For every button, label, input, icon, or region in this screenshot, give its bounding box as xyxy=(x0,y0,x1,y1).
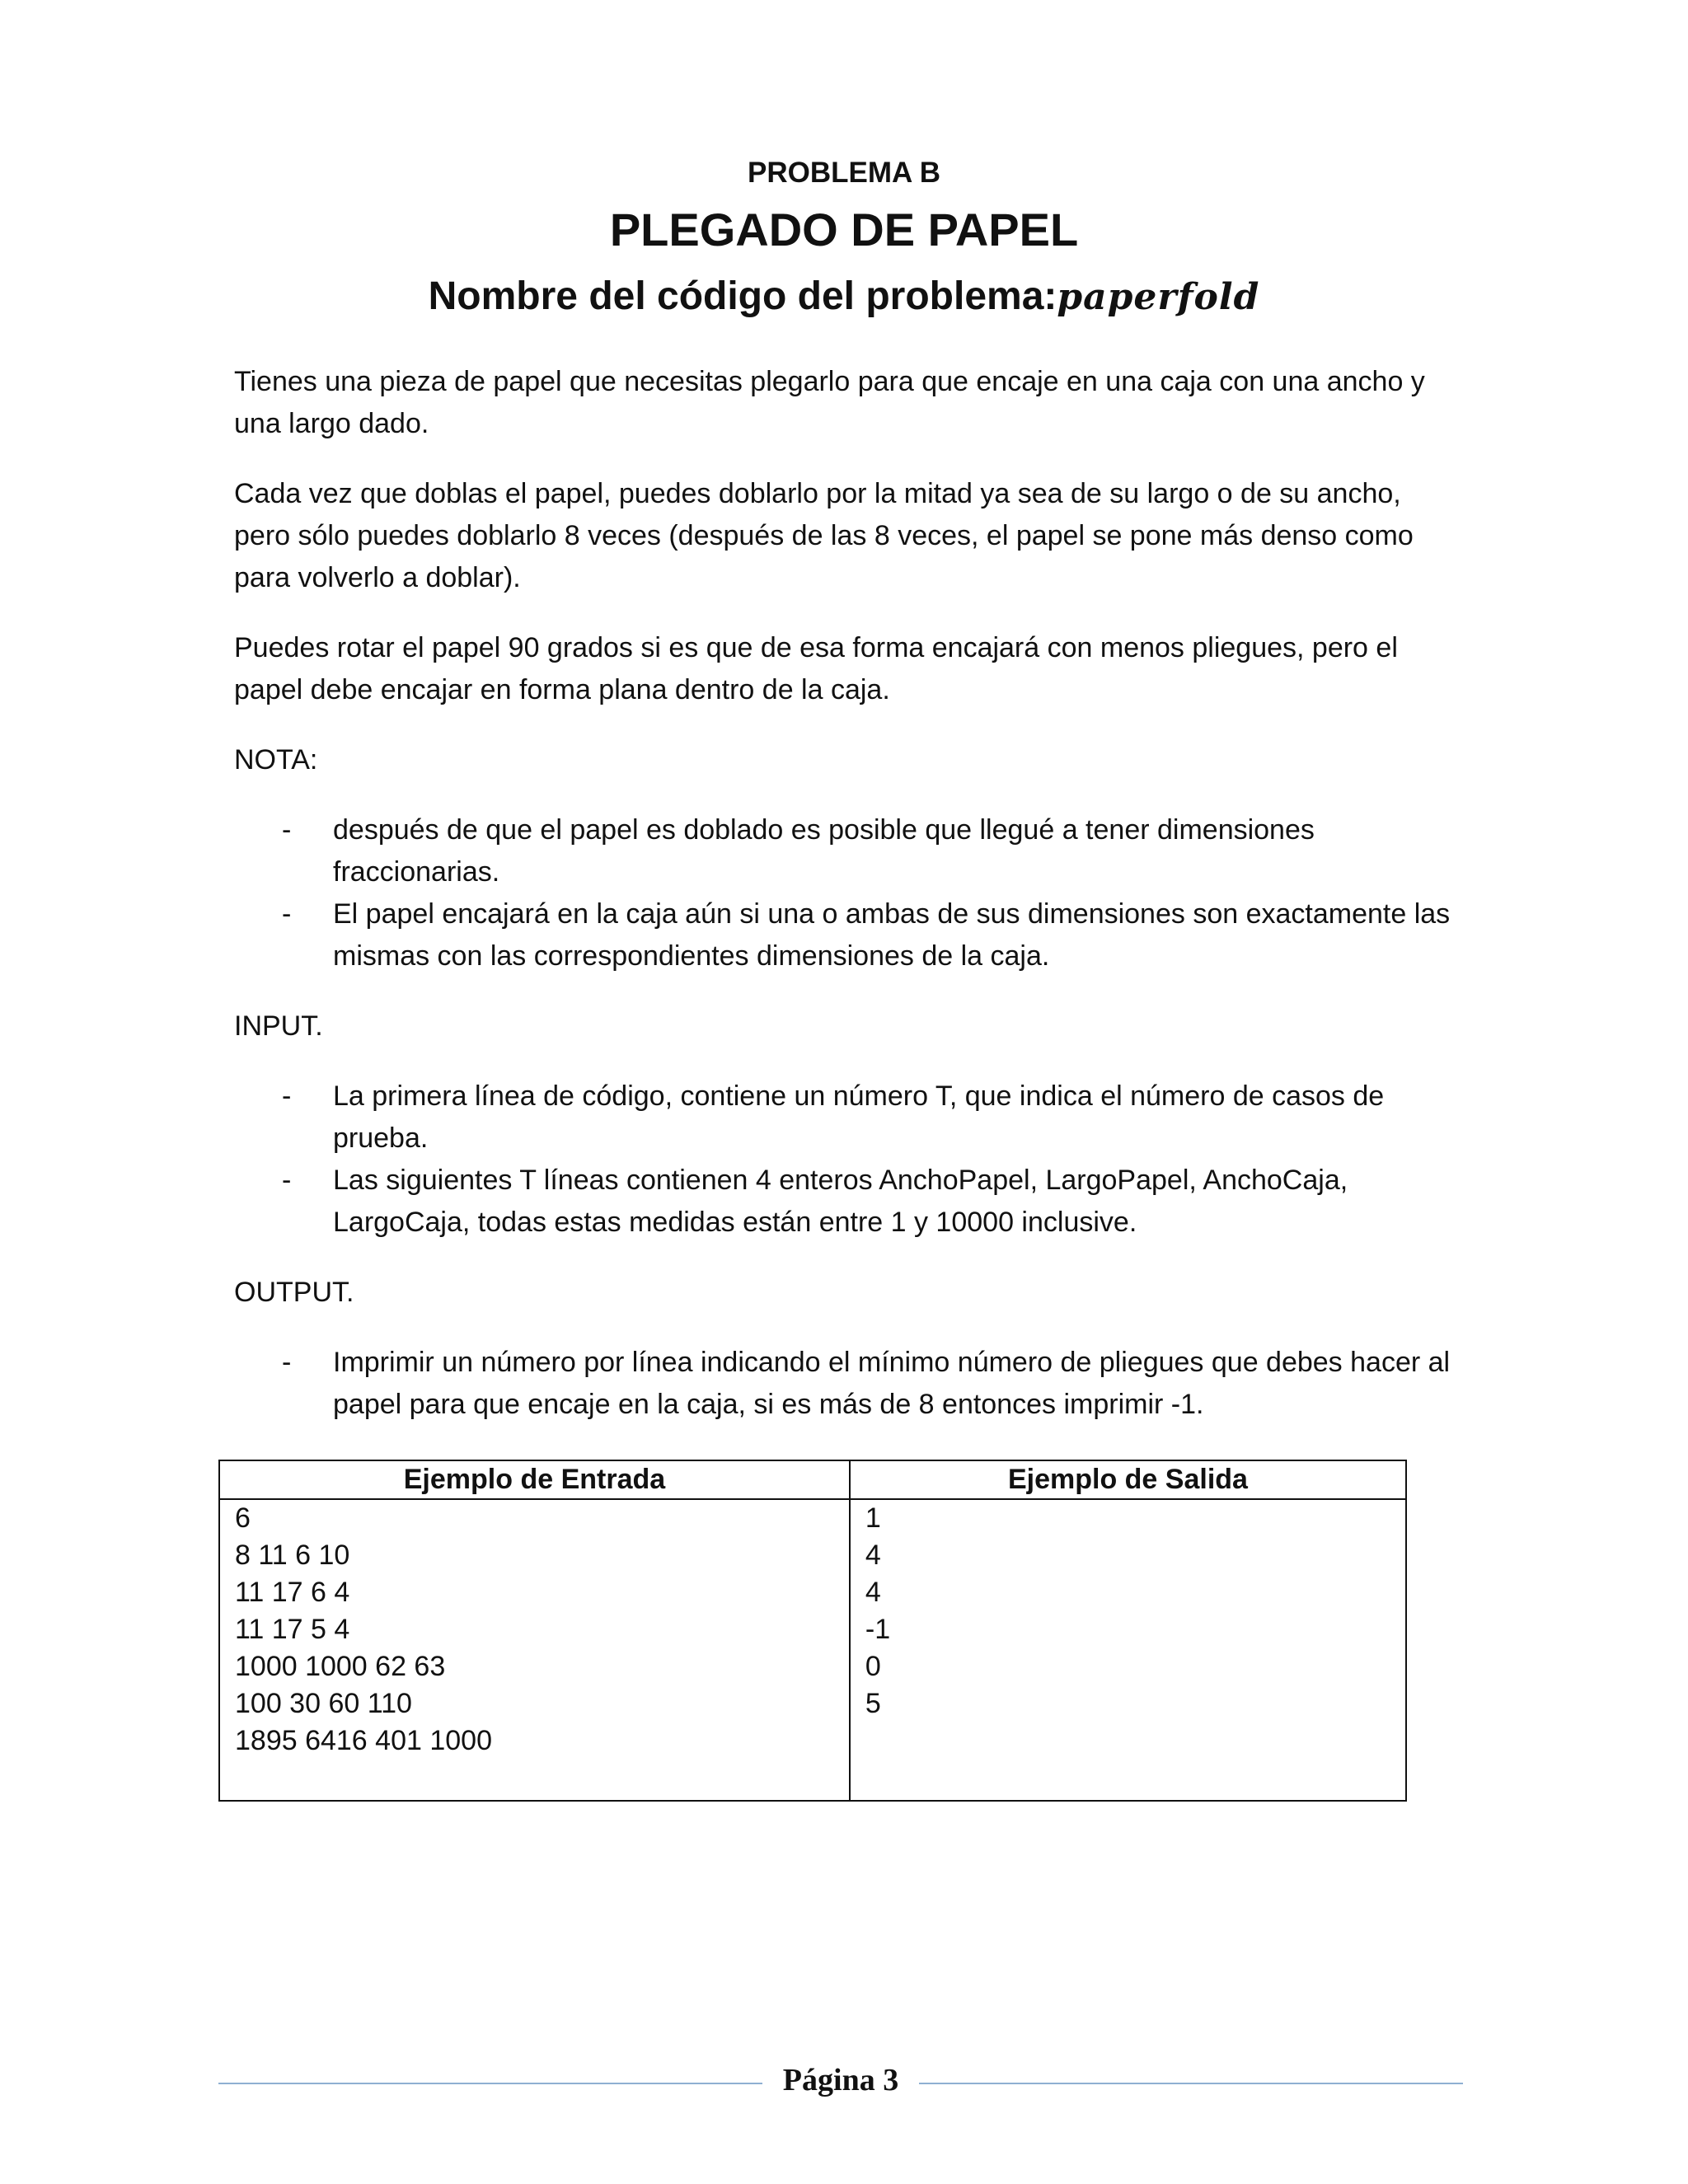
sample-table-body-row xyxy=(219,1499,1406,1801)
page-number: Página 3 xyxy=(782,2063,899,2097)
nota-item xyxy=(234,893,1454,977)
problem-label: PROBLEMA B xyxy=(748,157,940,189)
sample-output-header: Ejemplo de Salida xyxy=(850,1460,1406,1499)
output-item xyxy=(234,1342,1454,1426)
sample-input-line: 6 xyxy=(235,1502,251,1534)
sample-output-line: 5 xyxy=(865,1688,881,1719)
nota-item-text: El papel encajará en la caja aún si una o ambas de sus dimensiones son exactamente las mismas con las correspondientes dimensiones de la caja. xyxy=(333,898,1451,972)
input-list xyxy=(234,1076,1454,1244)
sample-output-line: -1 xyxy=(865,1614,891,1645)
sample-output-line: 1 xyxy=(865,1502,881,1534)
page-footer xyxy=(218,2060,1463,2107)
input-label: INPUT. xyxy=(234,1010,323,1042)
sample-input-line: 100 30 60 110 xyxy=(235,1688,412,1719)
problem-body xyxy=(234,361,1454,1454)
output-item-text: Imprimir un número por línea indicando el mínimo número de pliegues que debes hacer al papel para que encaje en la caja, si es más de 8 entonces imprimir -1. xyxy=(333,1347,1451,1420)
sample-input-line: 11 17 5 4 xyxy=(235,1614,350,1645)
bullet-dash: - xyxy=(282,1347,292,1378)
code-name-label: Nombre del código del problema: xyxy=(428,274,1057,318)
nota-item-text: después de que el papel es doblado es posible que llegué a tener dimensiones fraccionarias. xyxy=(333,814,1315,888)
input-item-text: Las siguientes T líneas contienen 4 enteros AnchoPapel, LargoPapel, AnchoCaja, LargoCaja, todas estas medidas están entre 1 y 10000 inclusive. xyxy=(333,1165,1348,1238)
bullet-dash: - xyxy=(282,1165,292,1196)
bullet-dash: - xyxy=(282,898,292,930)
sample-input-header: Ejemplo de Entrada xyxy=(219,1460,850,1499)
sample-input-line: 11 17 6 4 xyxy=(235,1577,350,1608)
sample-input-line: 1895 6416 401 1000 xyxy=(235,1725,492,1756)
intro-paragraph-3: Puedes rotar el papel 90 grados si es que de esa forma encajará con menos pliegues, pero el papel debe encajar en forma plana dentro de la caja. xyxy=(234,632,1398,705)
nota-list xyxy=(234,809,1454,977)
sample-io-table xyxy=(218,1460,1407,1802)
bullet-dash: - xyxy=(282,814,292,846)
footer-rule-left xyxy=(218,2083,762,2084)
sample-input-line: 8 11 6 10 xyxy=(235,1540,350,1571)
footer-rule-right xyxy=(919,2083,1463,2084)
sample-input-line: 1000 1000 62 63 xyxy=(235,1651,446,1682)
sample-output-line: 4 xyxy=(865,1577,881,1608)
code-name-heading xyxy=(0,274,1688,319)
nota-item xyxy=(234,809,1454,893)
sample-table-header-row xyxy=(219,1460,1406,1499)
intro-paragraph-1: Tienes una pieza de papel que necesitas plegarlo para que encaje en una caja con una ancho y una largo dado. xyxy=(234,366,1425,439)
sample-output-cell xyxy=(850,1499,1406,1801)
output-label: OUTPUT. xyxy=(234,1277,354,1308)
sample-input-cell xyxy=(219,1499,850,1801)
bullet-dash: - xyxy=(282,1080,292,1112)
input-item xyxy=(234,1160,1454,1244)
intro-paragraph-2: Cada vez que doblas el papel, puedes doblarlo por la mitad ya sea de su largo o de su ancho, pero sólo puedes doblarlo 8 veces (después de las 8 veces, el papel se pone más denso como para volverlo a doblar). xyxy=(234,478,1414,593)
output-list xyxy=(234,1342,1454,1426)
code-name-value: paperfold xyxy=(1057,276,1260,318)
sample-output-line: 0 xyxy=(865,1651,881,1682)
input-item-text: La primera línea de código, contiene un número T, que indica el número de casos de prueba. xyxy=(333,1080,1385,1154)
nota-label: NOTA: xyxy=(234,744,318,776)
problem-title: PLEGADO DE PAPEL xyxy=(609,204,1079,255)
input-item xyxy=(234,1076,1454,1160)
sample-output-line: 4 xyxy=(865,1540,881,1571)
